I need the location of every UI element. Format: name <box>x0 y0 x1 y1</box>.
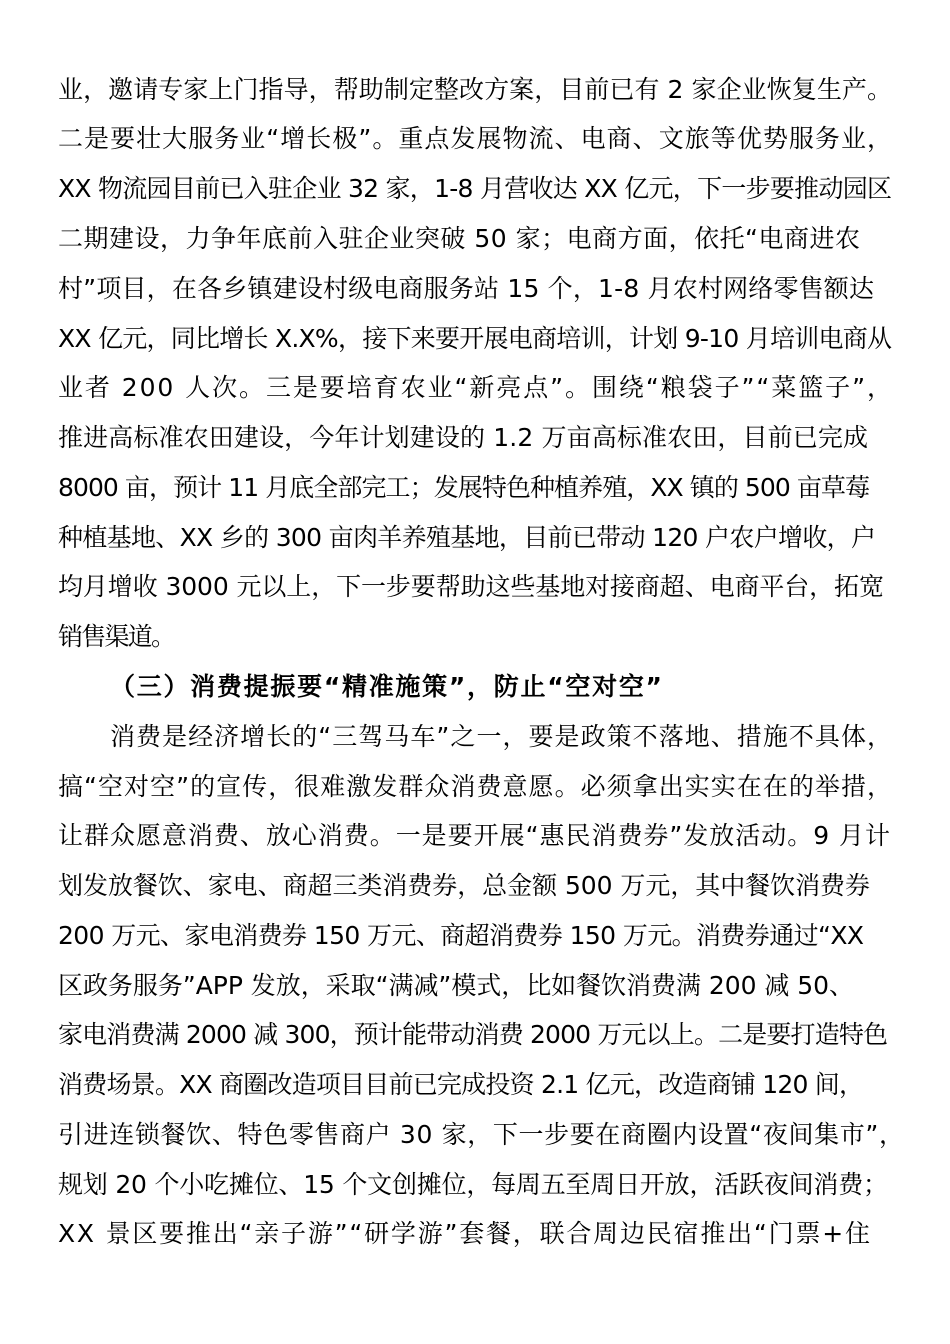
text-line: 业者 200 人次。三是要培育农业“新亮点”。围绕“粮袋子”“菜篮子”， <box>58 373 894 402</box>
text-line: 划发放餐饮、家电、商超三类消费券，总金额 500 万元，其中餐饮消费券 <box>58 871 870 900</box>
text-line: 搞“空对空”的宣传，很难激发群众消费意愿。必须拿出实实在在的举措， <box>58 772 894 801</box>
text-line: 业，邀请专家上门指导，帮助制定整改方案，目前已有 2 家企业恢复生产。 <box>58 75 893 104</box>
text-line: 200 万元、家电消费券 150 万元、商超消费券 150 万元。消费券通过“XX <box>58 921 864 950</box>
text-line: 让群众愿意消费、放心消费。一是要开展“惠民消费券”发放活动。9 月计 <box>58 821 891 850</box>
text-line: 销售渠道。 <box>58 622 175 651</box>
text-line: 推进高标准农田建设，今年计划建设的 1.2 万亩高标准农田，目前已完成 <box>58 423 869 452</box>
text-line: 8000 亩，预计 11 月底全部完工；发展特色种植养殖，XX 镇的 500 亩草莓 <box>58 473 870 502</box>
text-line: 均月增收 3000 元以上，下一步要帮助这些基地对接商超、电商平台，拓宽 <box>58 572 884 601</box>
text-line: XX 亿元，同比增长 X.X%，接下来要开展电商培训，计划 9-10 月培训电商从 <box>58 324 892 353</box>
text-line: 二是要壮大服务业“增长极”。重点发展物流、电商、文旅等优势服务业， <box>58 124 894 153</box>
text-line: 家电消费满 2000 减 300，预计能带动消费 2000 万元以上。二是要打造特色 <box>58 1020 888 1049</box>
text-line: 规划 20 个小吃摊位、15 个文创摊位，每周五至周日开放，活跃夜间消费； <box>58 1170 888 1199</box>
text-line: 引进连锁餐饮、特色零售商户 30 家，下一步要在商圈内设置“夜间集市”， <box>58 1120 905 1149</box>
text-line: 消费是经济增长的“三驾马车”之一，要是政策不落地、措施不具体， <box>110 722 894 751</box>
text-line: 村”项目，在各乡镇建设村级电商服务站 15 个，1-8 月农村网络零售额达 <box>58 274 875 303</box>
text-line: 区政务服务”APP 发放，采取“满减”模式，比如餐饮消费满 200 减 50、 <box>58 971 854 1000</box>
text-line: 二期建设，力争年底前入驻企业突破 50 家；电商方面，依托“电商进农 <box>58 224 861 253</box>
text-line: XX 景区要推出“亲子游”“研学游”套餐，联合周边民宿推出“门票+住 <box>58 1219 872 1248</box>
text-line: 种植基地、XX 乡的 300 亩肉羊养殖基地，目前已带动 120 户农户增收，户 <box>58 523 876 552</box>
section-heading: （三）消费提振要“精准施策”，防止“空对空” <box>110 672 664 701</box>
text-line: 消费场景。XX 商圈改造项目目前已完成投资 2.1 亿元，改造商铺 120 间， <box>58 1070 864 1099</box>
text-line: XX 物流园目前已入驻企业 32 家，1-8 月营收达 XX 亿元，下一步要推动园区 <box>58 174 892 203</box>
